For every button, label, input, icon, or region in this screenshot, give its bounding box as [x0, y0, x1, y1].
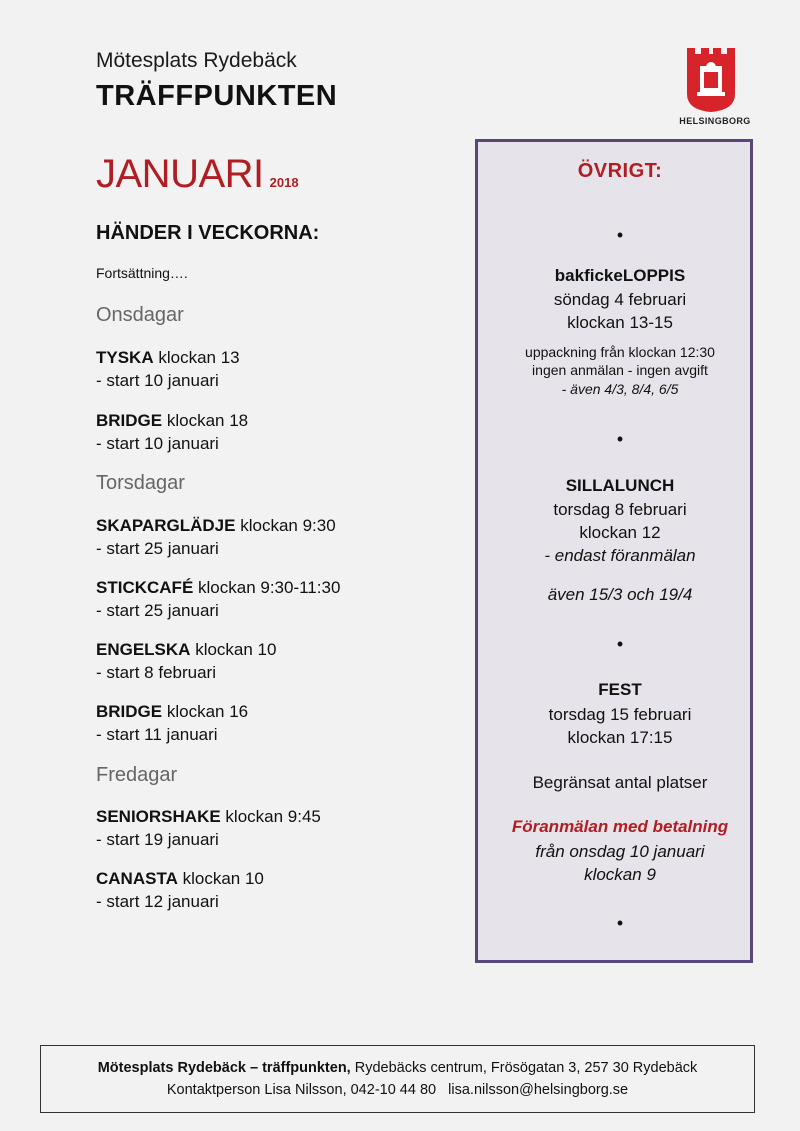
- activity-start: - start 12 januari: [96, 892, 219, 911]
- event-note: uppackning från klockan 12:30: [525, 344, 715, 360]
- activity-time: klockan 16: [162, 702, 249, 721]
- bullet-icon: •: [616, 225, 624, 245]
- organization-name: Mötesplats Rydebäck: [96, 49, 297, 72]
- activity-name: SKAPARGLÄDJE: [96, 516, 236, 535]
- event-note: från onsdag 10 januari: [535, 842, 705, 861]
- activity: [96, 576, 340, 622]
- activity-start: - start 8 februari: [96, 663, 216, 682]
- activity-start: - start 25 januari: [96, 539, 219, 558]
- event-time: klockan 17:15: [567, 728, 673, 747]
- event-highlight: Föranmälan med betalning: [511, 817, 729, 836]
- activity-name: TYSKA: [96, 348, 154, 367]
- activity: [96, 867, 264, 913]
- footer-address: Rydebäcks centrum, Frösögatan 3, 257 30 Rydebäck: [350, 1060, 698, 1076]
- helsingborg-logo: [685, 46, 737, 112]
- activity-name: STICKCAFÉ: [96, 578, 194, 597]
- event-title: FEST: [598, 680, 642, 699]
- bullet-icon: •: [616, 913, 624, 933]
- activity-start: - start 10 januari: [96, 371, 219, 390]
- activity: [96, 514, 336, 560]
- activity: [96, 700, 248, 746]
- event-date: torsdag 8 februari: [553, 500, 687, 519]
- bullet-icon: •: [616, 429, 624, 449]
- page-title: TRÄFFPUNKTEN: [96, 80, 338, 112]
- event-note: - endast föranmälan: [544, 546, 696, 565]
- day-heading: Fredagar: [96, 764, 178, 786]
- activity-start: - start 11 januari: [96, 725, 218, 744]
- event-date: söndag 4 februari: [553, 290, 687, 309]
- continuation-text: Fortsättning….: [96, 265, 188, 281]
- footer-contact: Kontaktperson Lisa Nilsson, 042-10 44 80 lisa.nilsson@helsingborg.se: [166, 1082, 629, 1098]
- activity: [96, 346, 240, 392]
- footer-org: Mötesplats Rydebäck – träffpunkten,: [97, 1060, 351, 1076]
- logo-text: HELSINGBORG: [679, 116, 751, 126]
- day-heading: Onsdagar: [96, 304, 184, 326]
- activity-time: klockan 18: [162, 411, 249, 430]
- month-name: JANUARI: [96, 152, 264, 196]
- activity-time: klockan 10: [190, 640, 277, 659]
- event-note: Begränsat antal platser: [532, 773, 708, 792]
- activity: [96, 638, 276, 684]
- activity-time: klockan 13: [153, 348, 240, 367]
- other-heading: ÖVRIGT:: [577, 160, 663, 182]
- activity-name: BRIDGE: [96, 411, 163, 430]
- activity-time: klockan 9:45: [220, 807, 321, 826]
- month-heading: [96, 152, 299, 197]
- activity-name: ENGELSKA: [96, 640, 191, 659]
- activity-name: CANASTA: [96, 869, 178, 888]
- weeks-heading: HÄNDER I VECKORNA:: [96, 222, 320, 244]
- event-note: klockan 9: [584, 865, 656, 884]
- activity-name: SENIORSHAKE: [96, 807, 221, 826]
- activity-start: - start 10 januari: [96, 434, 219, 453]
- month-year: 2018: [269, 175, 299, 190]
- event-title: SILLALUNCH: [565, 476, 675, 495]
- event-note: även 15/3 och 19/4: [547, 585, 693, 604]
- footer-box: [40, 1045, 755, 1113]
- day-heading: Torsdagar: [96, 472, 185, 494]
- bullet-icon: •: [616, 634, 624, 654]
- event-time: klockan 12: [579, 523, 661, 542]
- activity-time: klockan 9:30-11:30: [193, 578, 341, 597]
- activity-start: - start 19 januari: [96, 830, 219, 849]
- activity: [96, 409, 248, 455]
- activity-start: - start 25 januari: [96, 601, 219, 620]
- footer-address-line: [41, 1057, 754, 1079]
- activity-name: BRIDGE: [96, 702, 163, 721]
- activity-time: klockan 10: [177, 869, 264, 888]
- event-date: torsdag 15 februari: [548, 705, 692, 724]
- event-title: bakfickeLOPPIS: [554, 266, 686, 285]
- activity: [96, 805, 321, 851]
- activity-time: klockan 9:30: [235, 516, 336, 535]
- event-note: - även 4/3, 8/4, 6/5: [561, 381, 679, 397]
- event-note: ingen anmälan - ingen avgift: [532, 362, 708, 378]
- event-time: klockan 13-15: [567, 313, 673, 332]
